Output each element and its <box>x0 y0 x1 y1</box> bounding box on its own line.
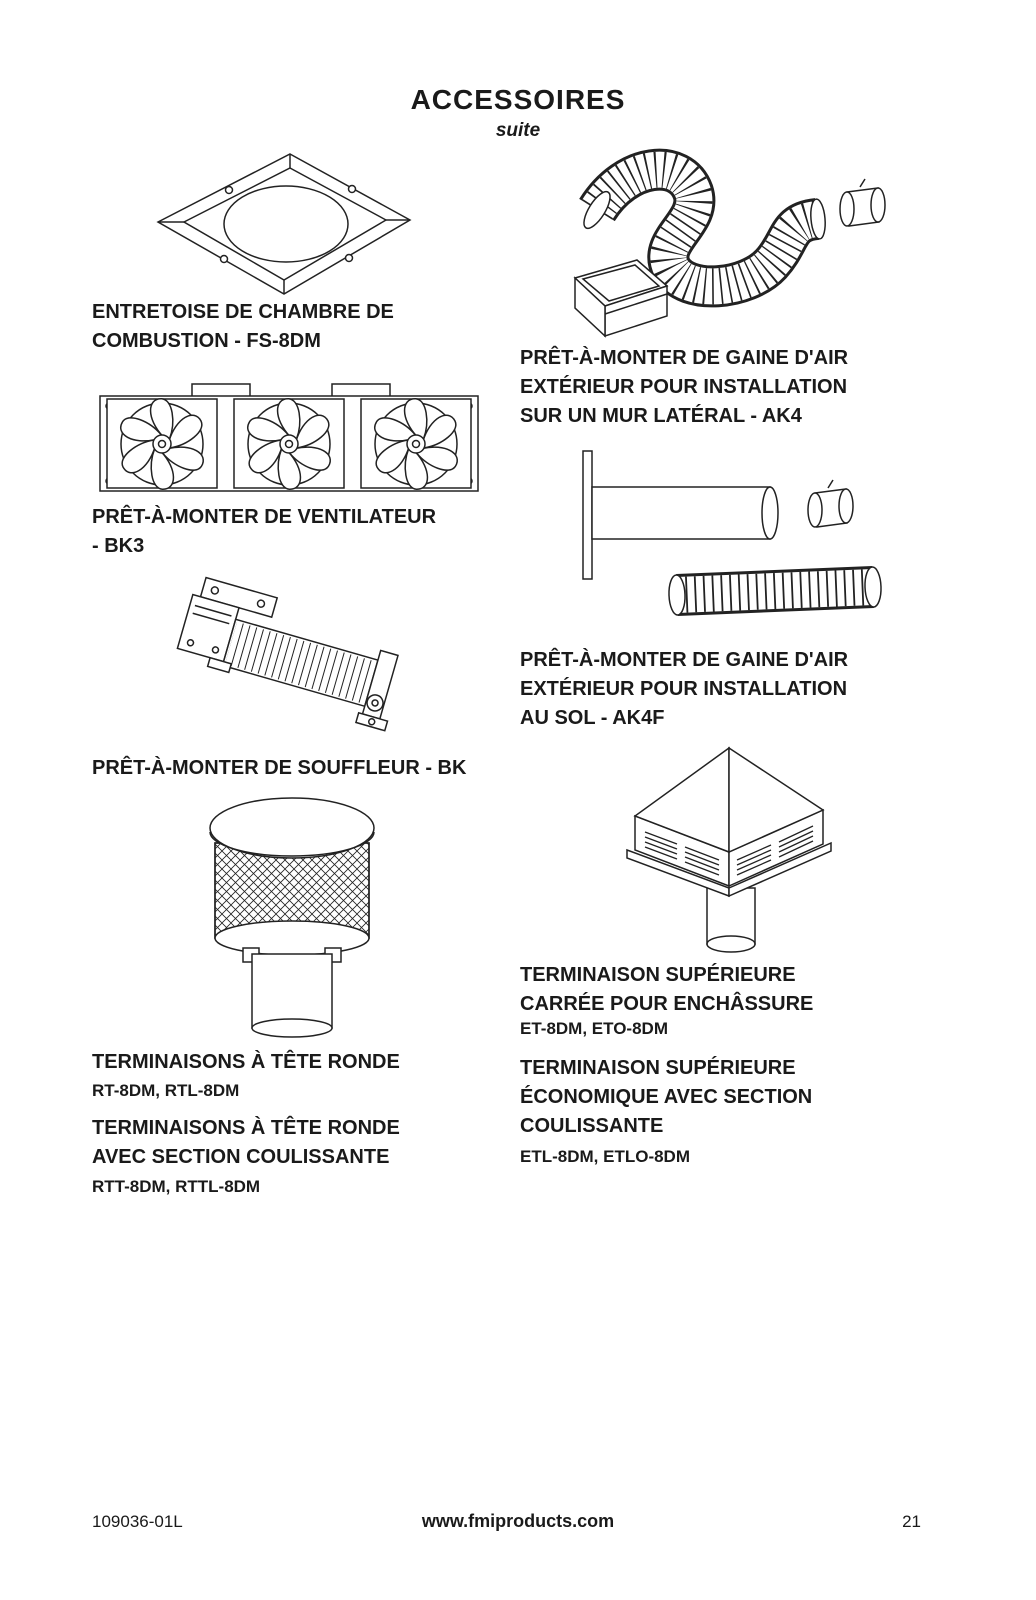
footer-page-number: 21 <box>902 1512 921 1531</box>
models-round-terminal-sliding: RTT-8DM, RTTL-8DM <box>92 1177 261 1196</box>
footer-doc-number: 109036-01L <box>92 1512 183 1531</box>
caption-floor-kit <box>520 646 848 733</box>
models-square-terminal: ET-8DM, ETO-8DM <box>520 1019 668 1038</box>
caption-side-wall-kit <box>520 344 848 431</box>
square-top-terminal-drawing <box>615 738 840 963</box>
caption-line: EXTÉRIEUR POUR INSTALLATION <box>520 678 848 700</box>
caption-line: PRÊT-À-MONTER DE VENTILATEUR <box>92 506 437 528</box>
caption-square-terminal <box>520 961 813 1019</box>
floor-duct-kit-drawing <box>545 445 910 630</box>
page-subtitle: suite <box>495 120 541 141</box>
models-round-terminal: RT-8DM, RTL-8DM <box>92 1081 240 1100</box>
caption-line: ENTRETOISE DE CHAMBRE DE <box>92 301 394 323</box>
caption-line: ÉCONOMIQUE AVEC SECTION <box>520 1086 813 1108</box>
combustion-chamber-spacer-drawing <box>150 148 420 298</box>
caption-blower-kit <box>92 754 466 783</box>
caption-line: PRÊT-À-MONTER DE GAINE D'AIR <box>520 347 849 369</box>
caption-line: SUR UN MUR LATÉRAL - AK4 <box>520 405 802 427</box>
caption-fan-kit <box>92 503 436 561</box>
fan-kit-drawing <box>92 366 487 501</box>
caption-round-terminal <box>92 1048 400 1077</box>
round-head-terminal-drawing <box>195 788 390 1043</box>
caption-line: COULISSANTE <box>520 1115 664 1137</box>
caption-line: EXTÉRIEUR POUR INSTALLATION <box>520 376 848 398</box>
models-economy-terminal: ETL-8DM, ETLO-8DM <box>520 1147 690 1166</box>
blower-kit-drawing <box>175 560 420 755</box>
caption-line: - BK3 <box>92 535 145 557</box>
page-title: ACCESSOIRES <box>410 84 626 115</box>
caption-line: TERMINAISON SUPÉRIEURE <box>520 964 796 986</box>
caption-combustion-spacer <box>92 298 394 356</box>
caption-round-terminal-sliding <box>92 1114 400 1172</box>
caption-line: PRÊT-À-MONTER DE GAINE D'AIR <box>520 649 849 671</box>
caption-line: AVEC SECTION COULISSANTE <box>92 1146 390 1168</box>
caption-line: COMBUSTION - FS-8DM <box>92 330 321 352</box>
caption-economy-terminal <box>520 1054 812 1141</box>
caption-line: TERMINAISON SUPÉRIEURE <box>520 1057 796 1079</box>
caption-line: PRÊT-À-MONTER DE SOUFFLEUR - BK <box>92 757 467 779</box>
caption-line: CARRÉE POUR ENCHÂSSURE <box>520 993 814 1015</box>
caption-line: AU SOL - AK4F <box>520 707 665 729</box>
side-wall-duct-kit-drawing <box>555 148 890 343</box>
caption-line: TERMINAISONS À TÊTE RONDE <box>92 1051 400 1073</box>
caption-line: TERMINAISONS À TÊTE RONDE <box>92 1117 400 1139</box>
footer-website: www.fmiproducts.com <box>421 1511 615 1531</box>
